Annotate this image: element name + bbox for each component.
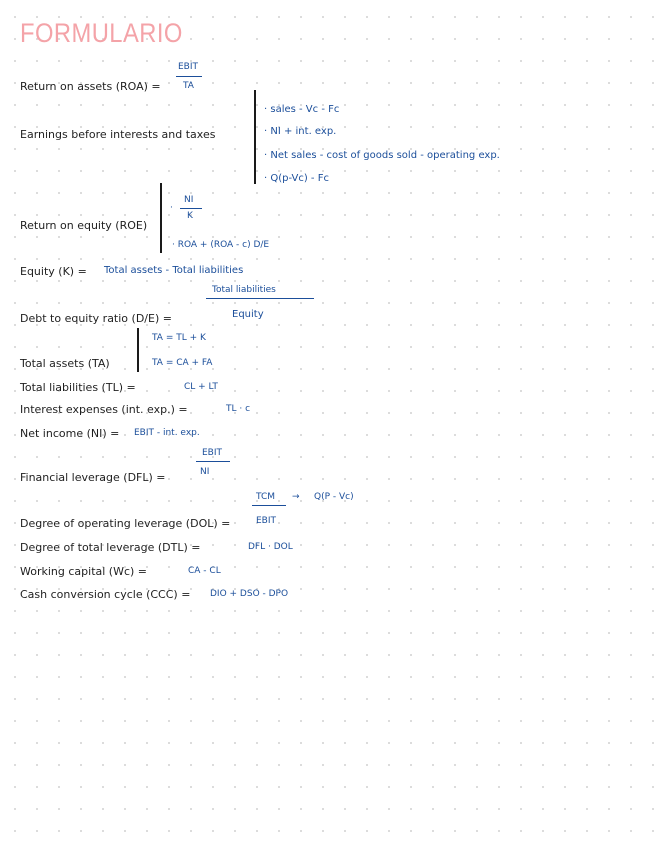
roa-label: Return on assets (ROA) = — [20, 80, 161, 93]
roe-denominator: K — [187, 211, 193, 221]
de-fraction-line — [206, 298, 314, 299]
net-income-value: EBIT - int. exp. — [134, 428, 200, 438]
roe-brace — [160, 183, 162, 253]
dfl-fraction-line — [196, 461, 230, 462]
roe-formula-alt: · ROA + (ROA - c) D/E — [172, 240, 270, 250]
roe-fraction-line — [180, 208, 202, 209]
de-label: Debt to equity ratio (D/E) = — [20, 312, 172, 325]
ccc-label: Cash conversion cycle (CCC) = — [20, 588, 191, 601]
equity-value: Total assets - Total liabilities — [104, 265, 244, 276]
tl-value: CL + LT — [184, 382, 218, 392]
dfl-label: Financial leverage (DFL) = — [20, 471, 166, 484]
dol-arrow: → — [292, 492, 300, 502]
working-capital-label: Working capital (Wc) = — [20, 565, 148, 578]
roa-numerator: EBIT — [178, 62, 199, 72]
dol-label: Degree of operating leverage (DOL) = — [20, 517, 231, 530]
de-numerator: Total liabilities — [212, 285, 276, 295]
roe-label: Return on equity (ROE) — [20, 219, 148, 232]
roa-fraction-line — [176, 76, 202, 77]
ta-label: Total assets (TA) — [20, 357, 110, 370]
ta-formula-1: TA = TL + K — [152, 333, 206, 343]
ebit-brace — [254, 90, 256, 184]
page-title: FORMULARIO — [20, 18, 183, 48]
roa-denominator: TA — [183, 81, 194, 91]
ccc-value: DIO + DSO - DPO — [210, 589, 289, 599]
dol-numerator-alt: Q(P - Vc) — [314, 492, 354, 502]
ta-formula-2: TA = CA + FA — [152, 358, 213, 368]
tl-label: Total liabilities (TL) = — [20, 381, 136, 394]
dol-fraction-line — [252, 505, 286, 506]
dol-denominator: EBIT — [256, 516, 277, 526]
ebit-formula-4: · Q(p-Vc) - Fc — [264, 173, 329, 184]
ebit-formula-3: · Net sales - cost of goods sold - operating exp. — [264, 150, 500, 161]
de-denominator: Equity — [232, 309, 264, 320]
dtl-label: Degree of total leverage (DTL) = — [20, 541, 201, 554]
dol-numerator: TCM — [256, 492, 276, 502]
net-income-label: Net income (NI) = — [20, 427, 120, 440]
working-capital-value: CA - CL — [188, 566, 221, 576]
ebit-label: Earnings before interests and taxes — [20, 128, 216, 141]
dfl-denominator: NI — [200, 467, 210, 477]
dfl-numerator: EBIT — [202, 448, 223, 458]
ta-brace — [137, 328, 139, 372]
interest-expenses-label: Interest expenses (int. exp.) = — [20, 403, 188, 416]
ebit-formula-2: · NI + int. exp. — [264, 126, 337, 137]
equity-label: Equity (K) = — [20, 265, 87, 278]
interest-expenses-value: TL · c — [226, 404, 251, 414]
dtl-value: DFL · DOL — [248, 542, 293, 552]
roe-numerator: NI — [184, 195, 194, 205]
roe-bullet-1: · — [170, 203, 173, 213]
ebit-formula-1: · sales - Vc - Fc — [264, 104, 340, 115]
